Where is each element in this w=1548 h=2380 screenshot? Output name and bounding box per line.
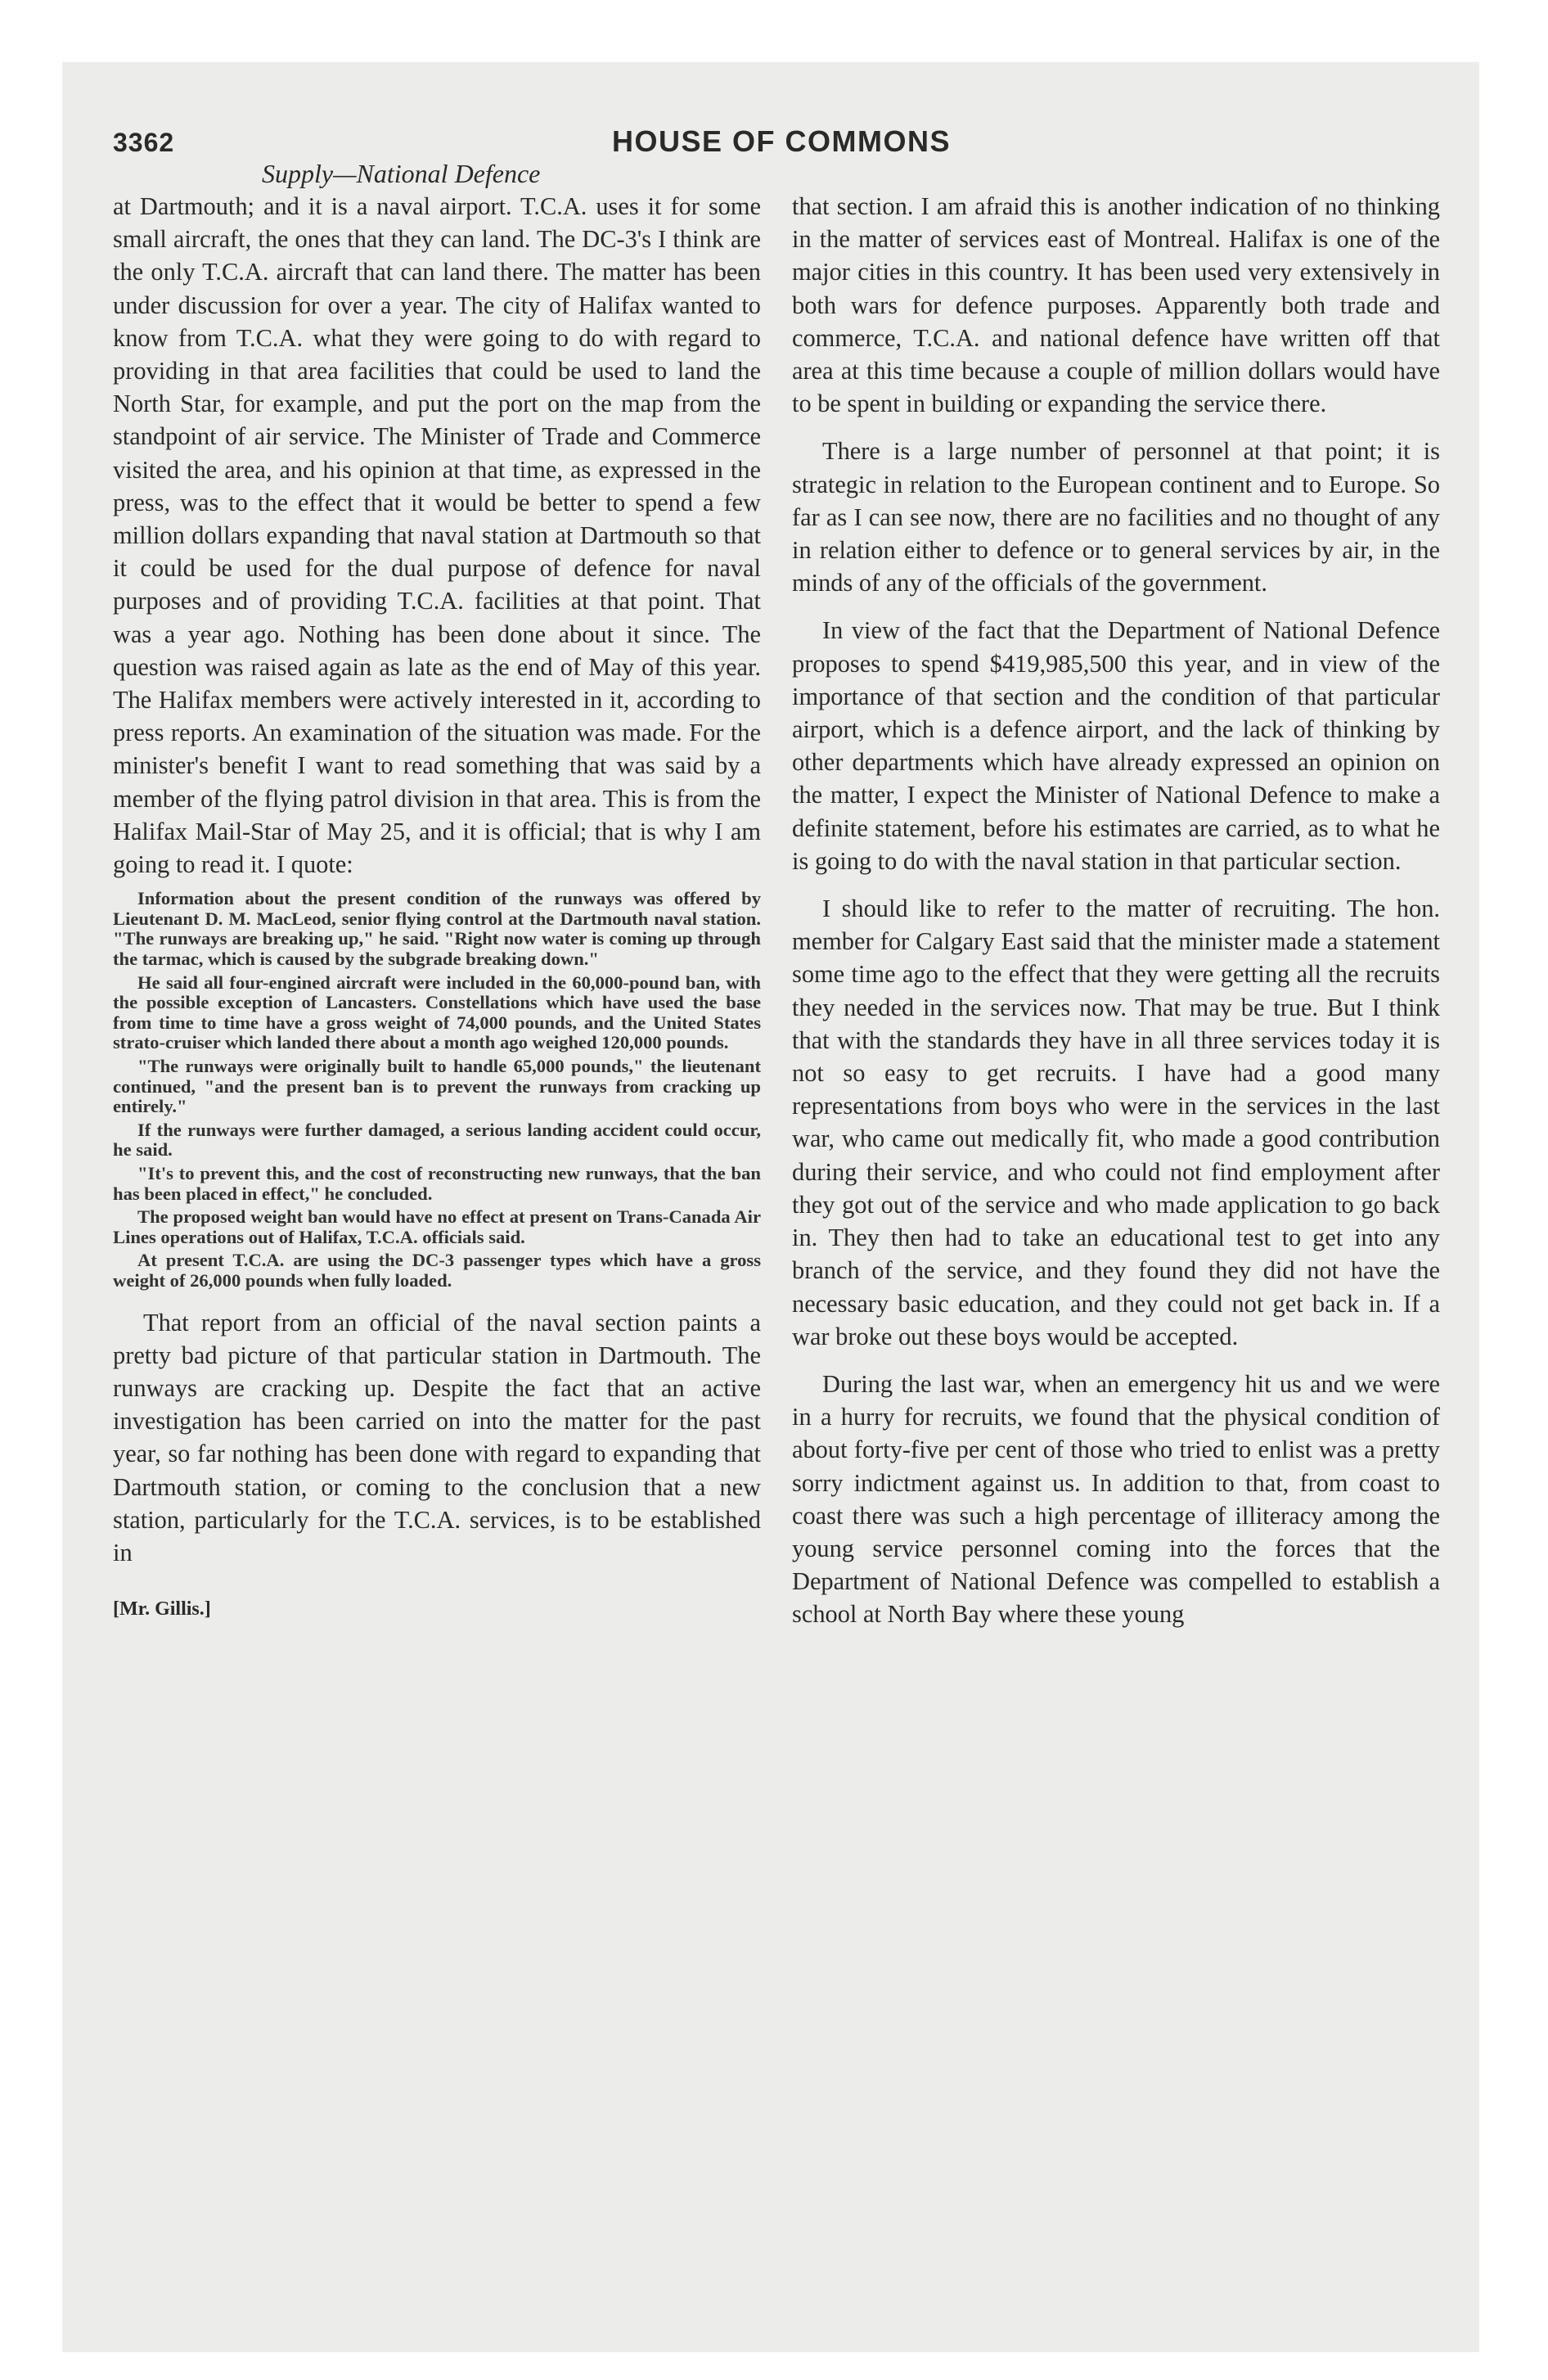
- paragraph: That report from an official of the naval section paints a pretty bad picture of that particular station in Dartmouth. The runways are cracking up. Despite the fact that an active investigation has been carried on into the matter for the past year, so far nothing has been done with regard to expanding that Dartmouth station, or coming to the conclusion that a new station, particularly for the T.C.A. services, is to be established in: [113, 1308, 761, 1566]
- newspaper-quote: [113, 889, 761, 1291]
- quote-paragraph: "The runways were originally built to handle 65,000 pounds," the lieutenant continued, "and the present ban is to prevent the runways from cracking up entirely.": [113, 1056, 761, 1117]
- two-column-body: [113, 157, 1455, 2285]
- page-header: [113, 116, 1455, 157]
- quote-paragraph: "It's to prevent this, and the cost of reconstructing new runways, that the ban has been placed in effect," he concluded.: [113, 1162, 761, 1204]
- left-column: [113, 157, 761, 1620]
- paragraph: at Dartmouth; and it is a naval airport. T.C.A. uses it for some small aircraft, the ones that they can land. The DC-3's I think are the only T.C.A. aircraft that can land there. The matter has been under discussion for over a year. The city of Halifax wanted to know from T.C.A. what they were going to do with regard to providing in that area facilities that could be used to land the North Star, for example, and put the port on the map from the standpoint of air service. The Minister of Trade and Commerce visited the area, and his opinion at that time, as expressed in the press, was to the effect that it would be better to spend a few million dollars expanding that naval station at Dartmouth so that it could be used for the dual purpose of defence for naval purposes and of providing T.C.A. facilities at that point. That was a year ago. Nothing has been done about it since. The question was raised again as late as the end of May of this year. The Halifax members were actively interested in it, according to press reports. An examination of the situation was made. For the minister's benefit I want to read something that was said by a member of the flying patrol division in that area. This is from the Halifax Mail-Star of May 25, and it is official; that is why I am going to read it. I quote:: [113, 192, 761, 879]
- quote-paragraph: At present T.C.A. are using the DC-3 passenger types which have a gross weight of 26,000 pounds when fully loaded.: [113, 1250, 761, 1291]
- hansard-page: [113, 116, 1455, 2326]
- paragraph: I should like to refer to the matter of recruiting. The hon. member for Calgary East said that the minister made a statement some time ago to the effect that they were getting all the recruits they needed in the services now. That may be true. But I think that with the standards they have in all three services today it is not so easy to get recruits. I have had a good many representations from boys who were in the services in the last war, who came out medically fit, who made a good contribution during their service, and who could not find employment after they got out of the service and who made application to go back in. They then had to take an educational test to get into any branch of the service, and they found they did not have the necessary basic education, and they could not get back in. If a war broke out these boys would be accepted.: [792, 895, 1440, 1350]
- paragraph: that section. I am afraid this is another indication of no thinking in the matter of services east of Montreal. Halifax is one of the major cities in this country. It has been used very extensively in both wars for defence purposes. Apparently both trade and commerce, T.C.A. and national defence have written off that area at this time because a couple of million dollars would have to be spent in building or expanding the service there.: [792, 192, 1440, 418]
- right-column: [792, 190, 1440, 1631]
- quote-paragraph: Information about the present condition of the runways was offered by Lieutenant D. M. MacLeod, senior flying control at the Dartmouth naval station. "The runways are breaking up," he said. "Right now water is coming up through the tarmac, which is caused by the subgrade breaking down.": [113, 888, 761, 970]
- quote-paragraph: The proposed weight ban would have no effect at present on Trans-Canada Air Lines operations out of Halifax, T.C.A. officials said.: [113, 1206, 761, 1247]
- running-title: HOUSE OF COMMONS: [612, 124, 952, 158]
- paragraph: In view of the fact that the Department of National Defence proposes to spend $419,985,500 this year, and in view of the importance of that section and the condition of that particular airport, which is a defence airport, and the lack of thinking by other departments which have already expressed an opinion on the matter, I expect the Minister of National Defence to make a definite statement, before his estimates are carried, as to what he is going to do with the naval station in that particular section.: [792, 616, 1440, 875]
- paragraph: There is a large number of personnel at that point; it is strategic in relation to the European continent and to Europe. So far as I can see now, there are no facilities and no thought of any in relation either to defence or to general services by air, in the minds of any of the officials of the government.: [792, 437, 1440, 597]
- quote-paragraph: If the runways were further damaged, a serious landing accident could occur, he said.: [113, 1119, 761, 1161]
- paragraph: During the last war, when an emergency hit us and we were in a hurry for recruits, we found that the physical condition of about forty-five per cent of those who tried to enlist was a pretty sorry indictment against us. In addition to that, from coast to coast there was such a high percentage of illiteracy among the young service personnel coming into the forces that the Department of National Defence was compelled to establish a school at North Bay where these young: [792, 1369, 1440, 1629]
- speaker-footer: [Mr. Gillis.]: [113, 1598, 211, 1620]
- section-subhead: Supply—National Defence: [262, 159, 541, 188]
- quote-paragraph: He said all four-engined aircraft were included in the 60,000-pound ban, with the possible exception of Lancasters. Constellations which have used the base from time to time have a gross weight of 74,000 pounds, and the United States strato-cruiser which landed there about a month ago weighed 120,000 pounds.: [113, 971, 761, 1053]
- page-number: 3362: [113, 128, 175, 157]
